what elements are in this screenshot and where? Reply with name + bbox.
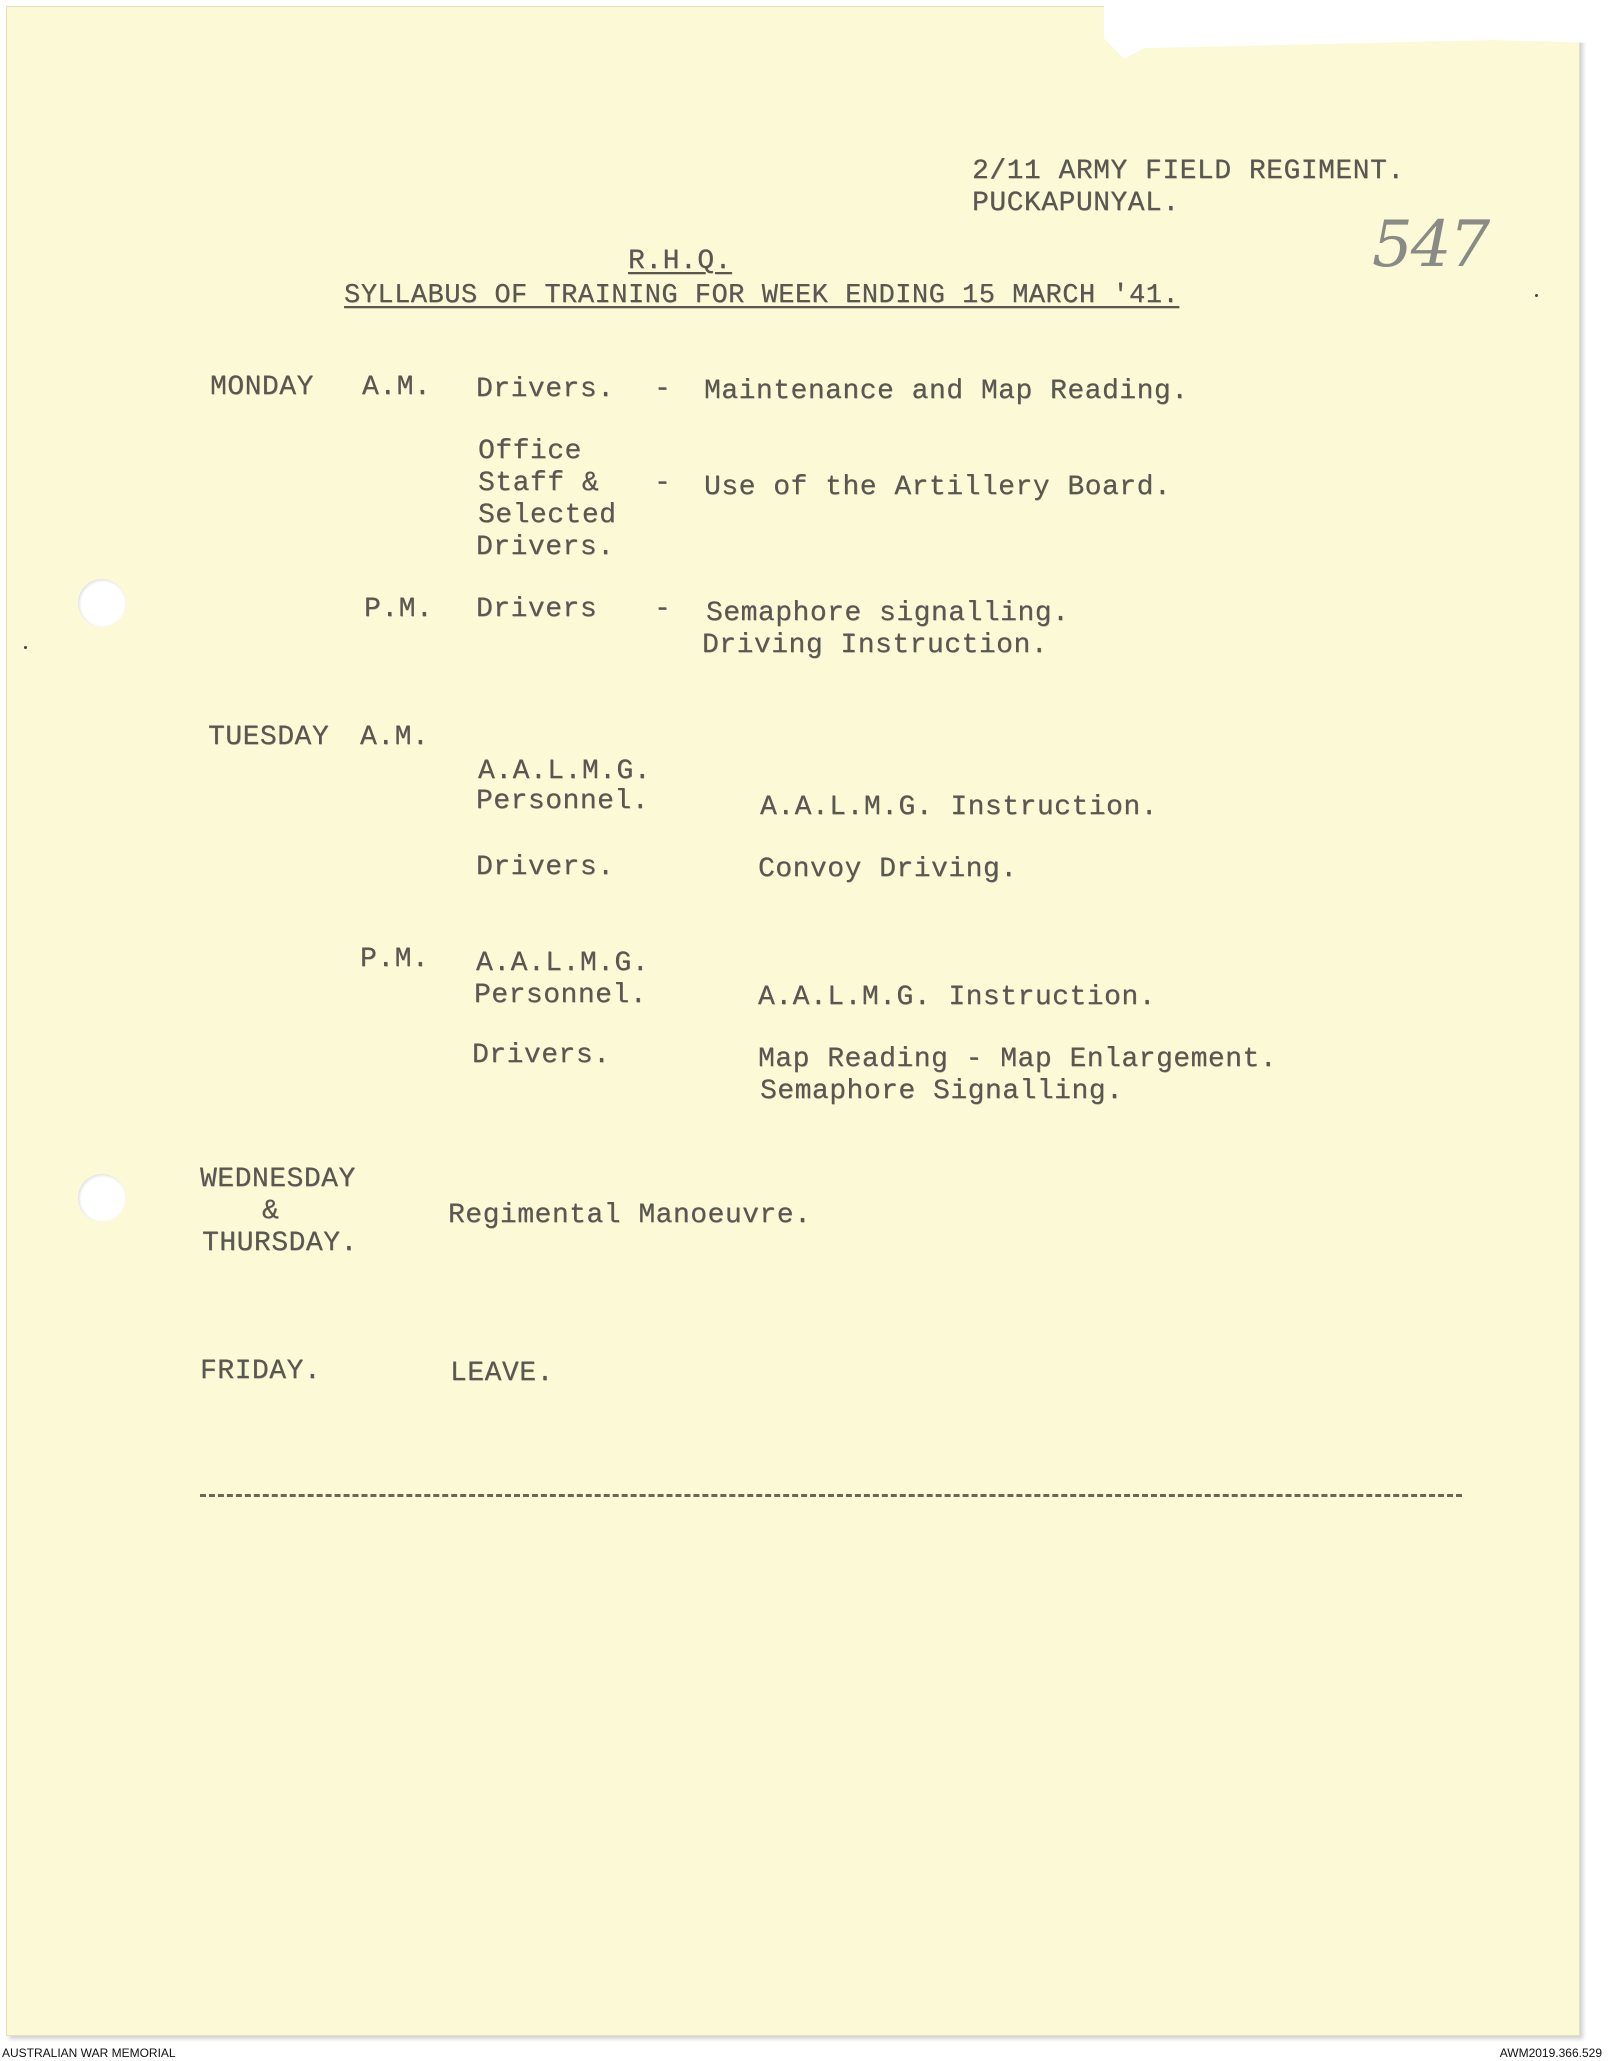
tuesday-pm-drivers: Drivers.	[472, 1040, 611, 1071]
ink-speck	[24, 646, 27, 649]
ink-speck	[1535, 294, 1538, 297]
unit-name: 2/11 ARMY FIELD REGIMENT.	[972, 156, 1405, 187]
monday-office-group: Drivers.	[476, 532, 615, 563]
day-friday: FRIDAY.	[200, 1356, 322, 1387]
monday-office-group: Staff &	[478, 468, 600, 499]
tuesday-am-drivers-activity: Convoy Driving.	[758, 854, 1018, 885]
monday-pm-activity: Driving Instruction.	[702, 630, 1049, 661]
footer-accession-number: AWM2019.366.529	[1499, 2046, 1602, 2060]
tuesday-pm-group: Personnel.	[474, 980, 648, 1011]
tuesday-am-label: A.M.	[360, 722, 430, 753]
punch-hole-lower	[78, 1174, 126, 1222]
day-tuesday: TUESDAY	[208, 722, 330, 753]
unit-location: PUCKAPUNYAL.	[972, 188, 1180, 219]
tuesday-am-group-activity: A.A.L.M.G. Instruction.	[760, 792, 1158, 823]
tuesday-pm-drivers-activity: Map Reading - Map Enlargement.	[758, 1044, 1278, 1075]
tuesday-pm-group-activity: A.A.L.M.G. Instruction.	[758, 982, 1156, 1013]
tuesday-pm-group: A.A.L.M.G.	[476, 948, 650, 979]
tuesday-pm-label: P.M.	[360, 944, 430, 975]
day-ampersand: &	[262, 1196, 280, 1227]
wed-thu-activity: Regimental Manoeuvre.	[448, 1200, 812, 1231]
monday-am-drivers: Drivers.	[476, 374, 615, 405]
monday-pm-drivers: Drivers	[476, 594, 598, 625]
day-monday: MONDAY	[210, 372, 314, 403]
friday-activity: LEAVE.	[450, 1358, 554, 1389]
monday-am-label: A.M.	[362, 372, 432, 403]
day-wednesday: WEDNESDAY	[200, 1164, 356, 1195]
monday-office-activity: Use of the Artillery Board.	[704, 472, 1172, 503]
separator-dash: -	[654, 594, 672, 625]
tuesday-am-drivers: Drivers.	[476, 852, 615, 883]
folio-number: 547	[1372, 208, 1489, 282]
monday-pm-activity: Semaphore signalling.	[706, 598, 1070, 629]
monday-office-group: Selected	[478, 500, 617, 531]
monday-office-group: Office	[478, 436, 582, 467]
tuesday-pm-drivers-activity: Semaphore Signalling.	[760, 1076, 1124, 1107]
page-title: SYLLABUS OF TRAINING FOR WEEK ENDING 15 MARCH '41.	[344, 281, 1180, 311]
footer-archive-name: AUSTRALIAN WAR MEMORIAL	[2, 2046, 176, 2060]
punch-hole-upper	[78, 579, 126, 627]
day-thursday: THURSDAY.	[202, 1228, 358, 1259]
separator-dash: -	[654, 468, 672, 499]
monday-am-drivers-activity: Maintenance and Map Reading.	[704, 376, 1189, 407]
torn-corner	[1104, 6, 1604, 68]
title-rhq: R.H.Q.	[628, 246, 732, 277]
tuesday-am-group: Personnel.	[476, 786, 650, 817]
monday-pm-label: P.M.	[364, 594, 434, 625]
separator-dash: -	[654, 374, 672, 405]
tuesday-am-group: A.A.L.M.G.	[478, 756, 652, 787]
closing-rule	[200, 1494, 1462, 1497]
